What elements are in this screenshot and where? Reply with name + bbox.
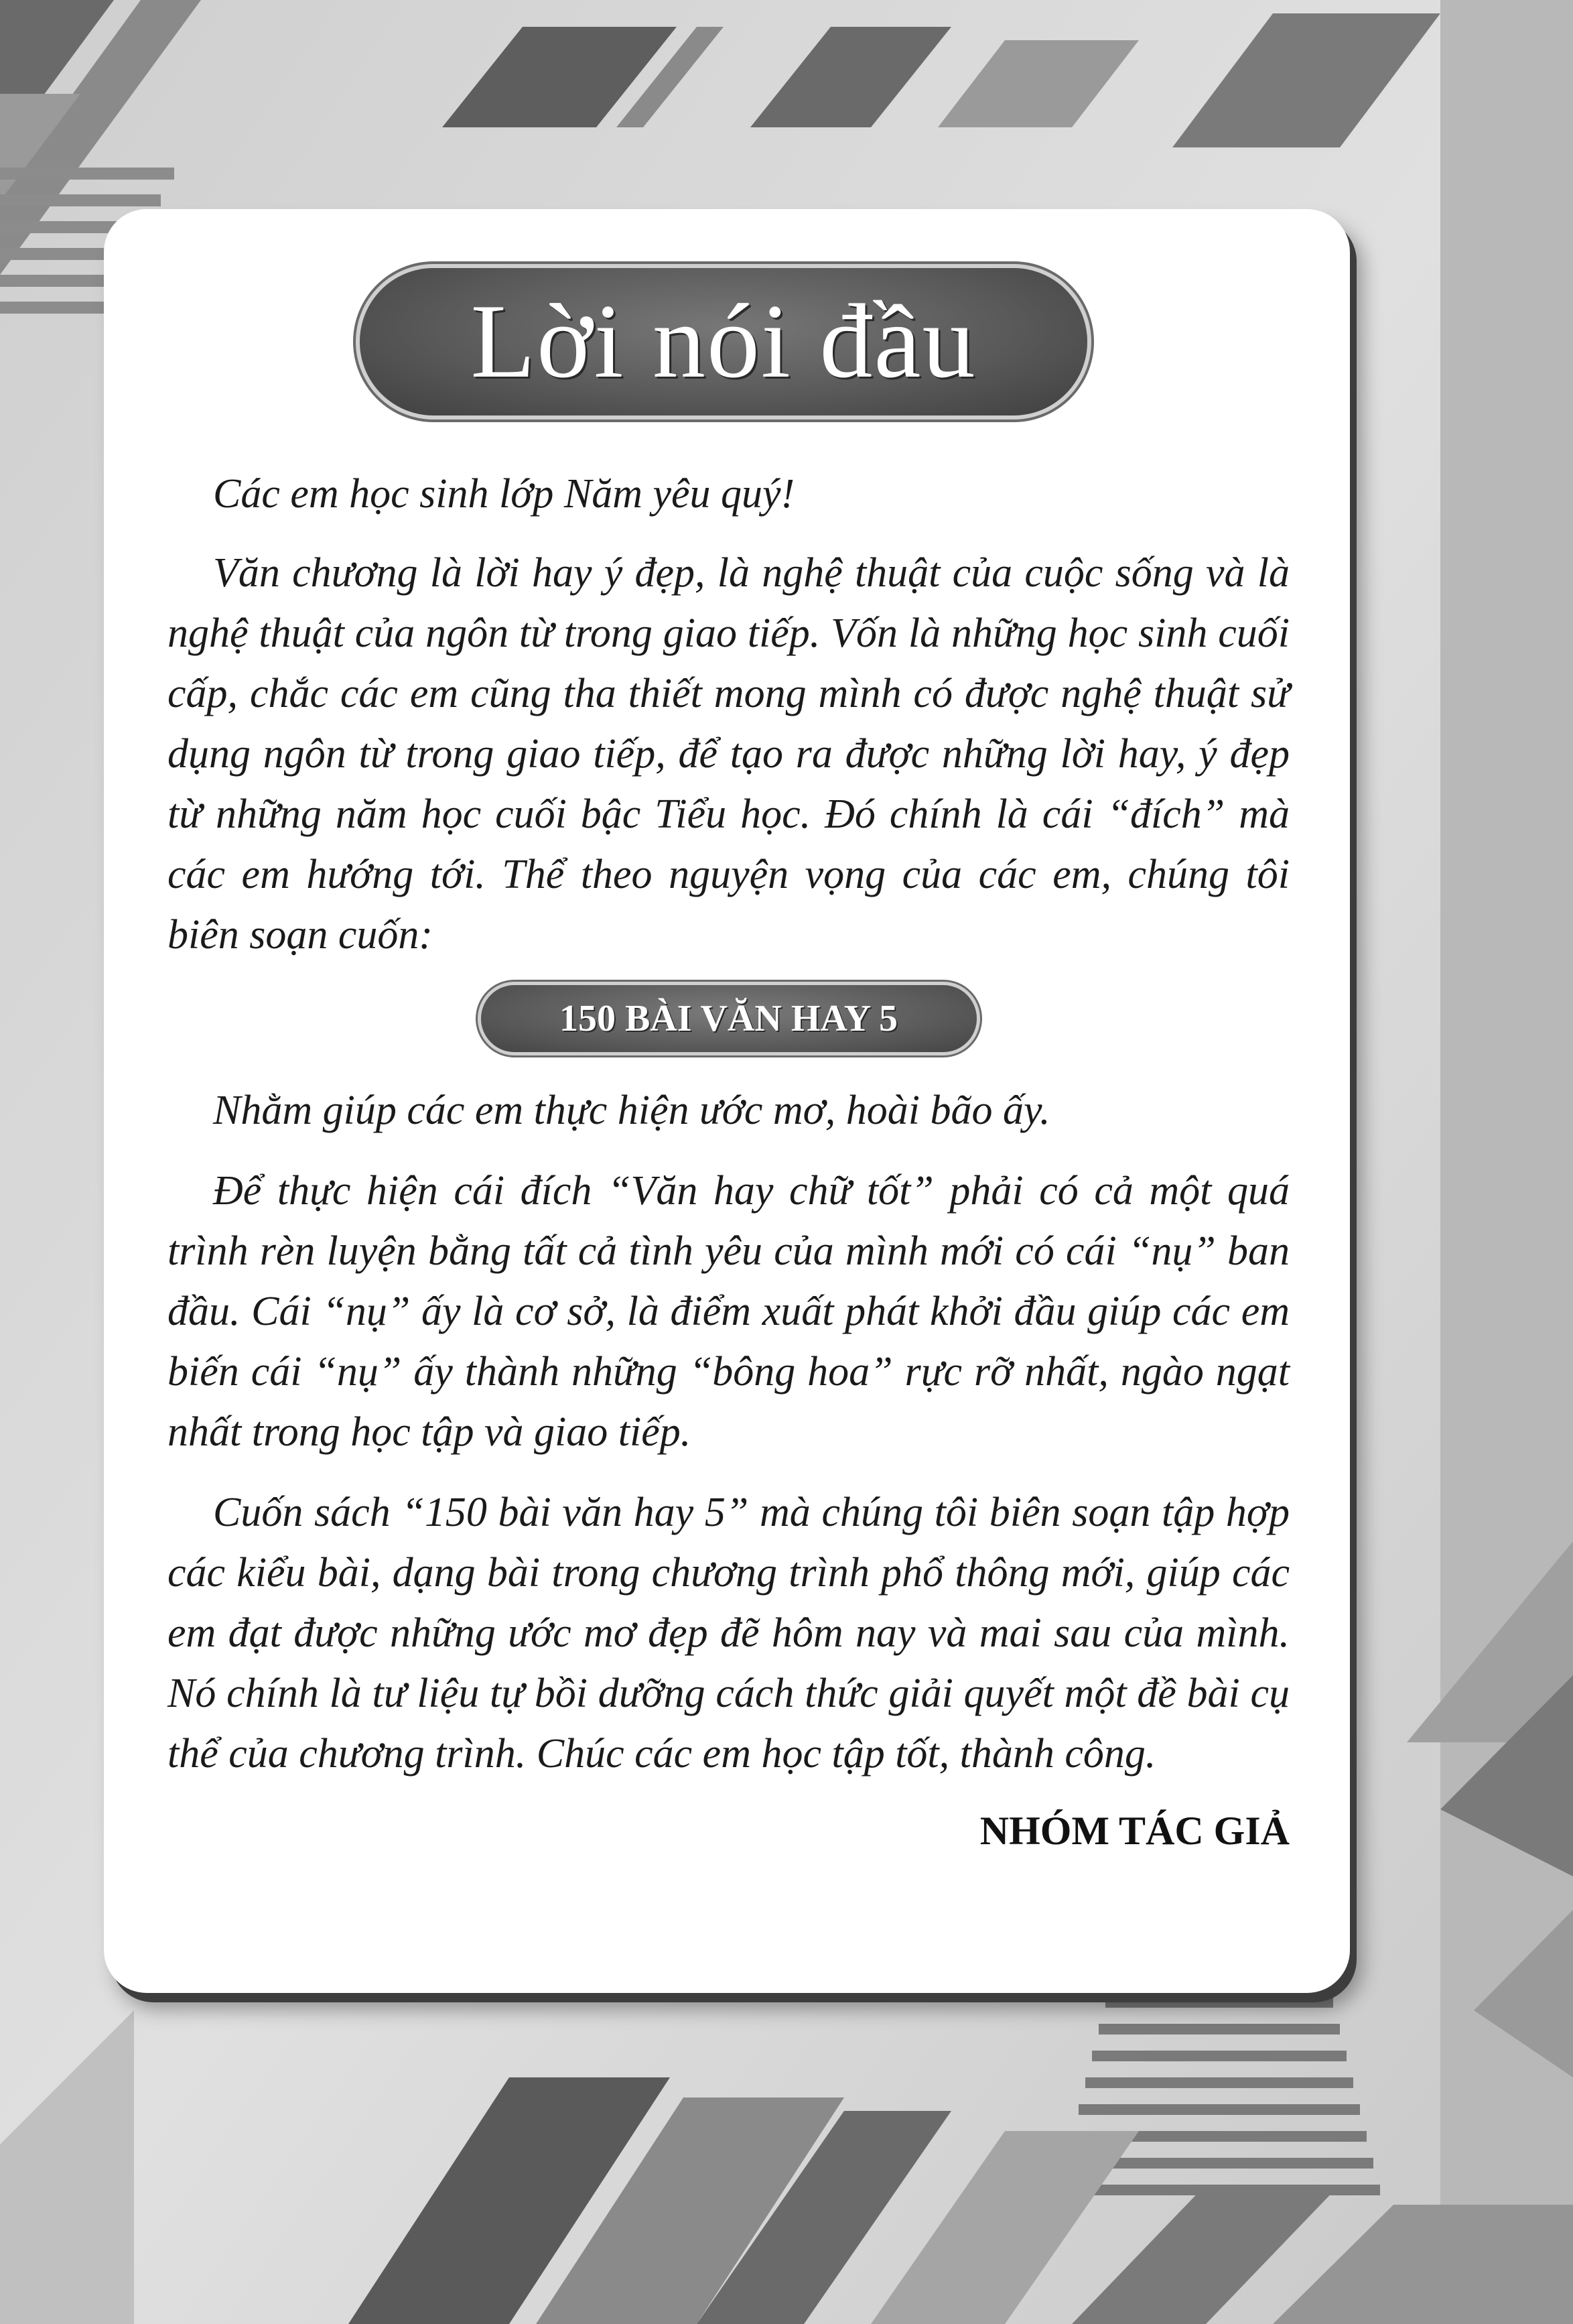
author-signature: NHÓM TÁC GIẢ <box>979 1809 1290 1853</box>
page-title: Lời nói đầu <box>470 283 977 400</box>
intro-paragraph: Văn chương là lời hay ý đẹp, là nghệ thuật của cuộc sống và là nghệ thuật của ngôn từ trong giao tiếp. Vốn là những học sinh cuối cấp, chắc các em cũng tha thiết mong mình có được nghệ thuật sử dụng ngôn từ trong giao tiếp, để tạo ra được những lời hay, ý đẹp từ những năm học cuối bậc Tiểu học. Đó chính là cái “đích” mà các em hướng tới. Thể theo nguyện vọng của các em, chúng tôi biên soạn cuốn: <box>167 550 1290 958</box>
goal-paragraph: Để thực hiện cái đích “Văn hay chữ tốt” phải có cả một quá trình rèn luyện bằng tất cả tình yêu của mình mới có cái “nụ” ban đầu. Cái “nụ” ấy là cơ sở, là điểm xuất phát khởi đầu giúp các em biến cái “nụ” ấy thành những “bông hoa” rực rỡ nhất, ngào ngạt nhất trong học tập và giao tiếp. <box>167 1168 1290 1455</box>
title-banner <box>360 268 1087 415</box>
greeting-text: Các em học sinh lớp Năm yêu quý! <box>213 471 795 517</box>
preface-content <box>167 464 1290 1854</box>
book-paragraph: Cuốn sách “150 bài văn hay 5” mà chúng tôi biên soạn tập hợp các kiểu bài, dạng bài trong chương trình phổ thông mới, giúp các em đạt được những ước mơ đẹp đẽ hôm nay và mai sau của mình. Nó chính là tư liệu tự bồi dưỡng cách thức giải quyết một đề bài cụ thể của chương trình. Chúc các em học tập tốt, thành công. <box>167 1490 1290 1777</box>
book-title-badge: 150 BÀI VĂN HAY 5 <box>481 985 977 1052</box>
book-title-wrap <box>167 985 1290 1063</box>
purpose-paragraph: Nhằm giúp các em thực hiện ước mơ, hoài bão ấy. <box>213 1088 1050 1133</box>
preface-card <box>104 209 1350 1993</box>
